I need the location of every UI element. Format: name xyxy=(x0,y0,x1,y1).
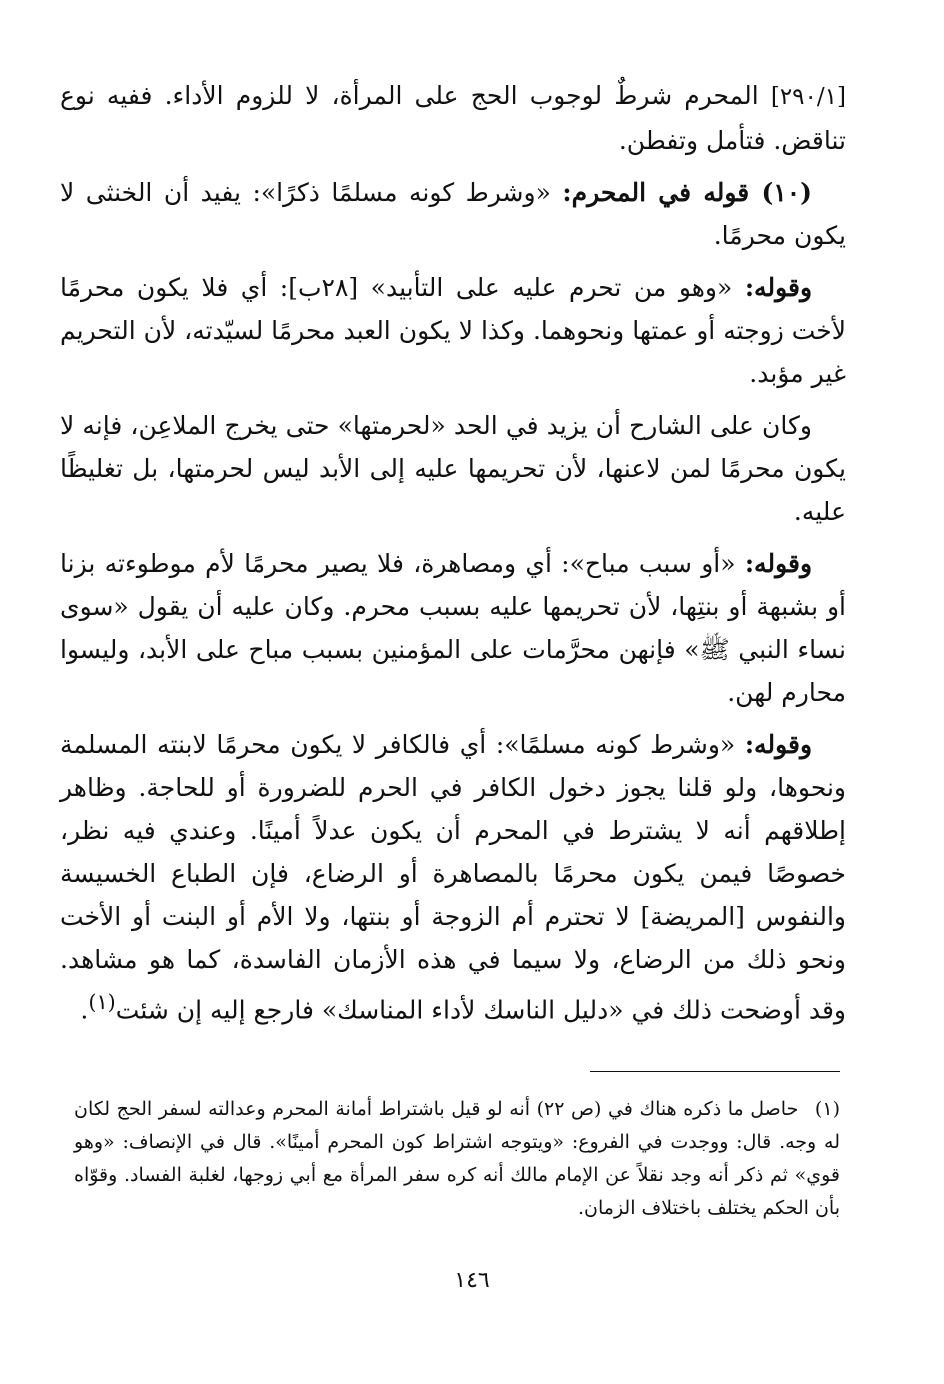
footnote-divider xyxy=(590,1071,840,1072)
main-text xyxy=(60,74,846,1040)
paragraph-2-text: «وشرط كونه مسلمًا ذكرًا»: يفيد أن الخنثى لا يكون محرمًا. xyxy=(60,178,846,250)
paragraph-6-text: «وشرط كونه مسلمًا»: أي فالكافر لا يكون محرمًا لابنته المسلمة ونحوها، ولو قلنا يجوز دخول الكافر في الحرم للضرورة أو للحاجة. وظاهر إطلاقهم أنه لا يشترط في المحرم أن يكون عدلاً أمينًا. وعندي فيه نظر، خصوصًا فيمن يكون محرمًا بالمصاهرة أو الرضاع، فإن الطباع الخسيسة والنفوس [المريضة] لا تحترم أم الزوجة أو بنتها، ولا الأم أو البنت أو الأخت ونحو ذلك من الرضاع، ولا سيما في هذه الأزمان الفاسدة، كما هو مشاهد. وقد أوضحت ذلك في «دليل الناسك لأداء المناسك» فارجع إليه إن شئت xyxy=(60,730,846,1025)
paragraph-4-text: وكان على الشارح أن يزيد في الحد «لحرمتها» حتى يخرج الملاعِن، فإنه لا يكون محرمًا لمن لاعنها، لأن تحريمها عليه إلى الأبد ليس لحرمتها، بل تغليظًا عليه. xyxy=(60,411,846,526)
paragraph-3-text: «وهو من تحرم عليه على التأبيد» [٢٨ب]: أي فلا يكون محرمًا لأخت زوجته أو عمتها ونحوهما. وكذا لا يكون العبد محرمًا لسيّدته، لأن التحريم غير مؤبد. xyxy=(60,273,846,388)
paragraph-1-text: المحرم شرطٌ لوجوب الحج على المرأة، لا للزوم الأداء. ففيه نوع تناقض. فتأمل وتفطن. xyxy=(60,81,846,155)
paragraph-6-lead: وقوله: xyxy=(744,730,813,759)
footnote-1 xyxy=(74,1093,840,1225)
footnotes xyxy=(74,1093,840,1234)
paragraph-3-lead: وقوله: xyxy=(744,273,813,302)
footnote-1-text: حاصل ما ذكره هناك في (ص ٢٢) أنه لو قيل باشتراط أمانة المحرم وعدالته لسفر الحج لكان له وجه. قال: ووجدت في الفروع: «ويتوجه اشتراط كون المحرم أمينًا». قال في الإنصاف: «وهو قوي» ثم ذكر أنه وجد نقلاً عن الإمام مالك أنه كره سفر المرأة مع أبي زوجها، لغلبة الفساد. وقوّاه بأن الحكم يختلف باختلاف الزمان. xyxy=(74,1098,840,1219)
paragraph-2-lead: (١٠) قوله في المحرم: xyxy=(562,178,812,207)
paragraph-1 xyxy=(60,74,846,162)
paragraph-5 xyxy=(60,542,846,714)
paragraph-4 xyxy=(60,404,846,533)
paragraph-2 xyxy=(60,171,846,257)
paragraph-5-text: «أو سبب مباح»: أي ومصاهرة، فلا يصير محرمًا لأم موطوءته بزنا أو بشبهة أو بنتِها، لأن تحريمها عليه بسبب محرم. وكان عليه أن يقول «سوى نساء النبي ﷺ» فإنهن محرَّمات على المؤمنين بسبب مباح على الأبد، وليسوا محارم لهن. xyxy=(60,549,846,707)
paragraph-3 xyxy=(60,266,846,395)
footnote-reference: (١) xyxy=(88,990,116,1014)
page-number: ١٤٦ xyxy=(454,1268,490,1293)
paragraph-5-lead: وقوله: xyxy=(744,549,813,578)
margin-page-reference: [٢٩٠/١] xyxy=(770,84,846,110)
footnote-1-marker: (١) xyxy=(814,1098,840,1120)
paragraph-6: وقوله: «وشرط كونه مسلمًا»: أي فالكافر لا يكون محرمًا لابنته المسلمة ونحوها، ولو قلنا يجوز دخول الكافر في الحرم للضرورة أو للحاجة. وظاهر إطلاقهم أنه لا يشترط في المحرم أن يكون عدلاً أمينًا. وعندي فيه نظر، خصوصًا فيمن يكون محرمًا بالمصاهرة أو الرضاع، فإن الطباع الخسيسة والنفوس [المريضة] لا تحترم أم الزوجة أو بنتها، ولا الأم أو البنت أو الأخت ونحو ذلك من الرضاع، ولا سيما في هذه الأزمان الفاسدة، كما هو مشاهد. وقد أوضحت ذلك في «دليل الناسك لأداء المناسك» فارجع إليه إن شئت$^{(١)}$. xyxy=(60,730,846,1025)
